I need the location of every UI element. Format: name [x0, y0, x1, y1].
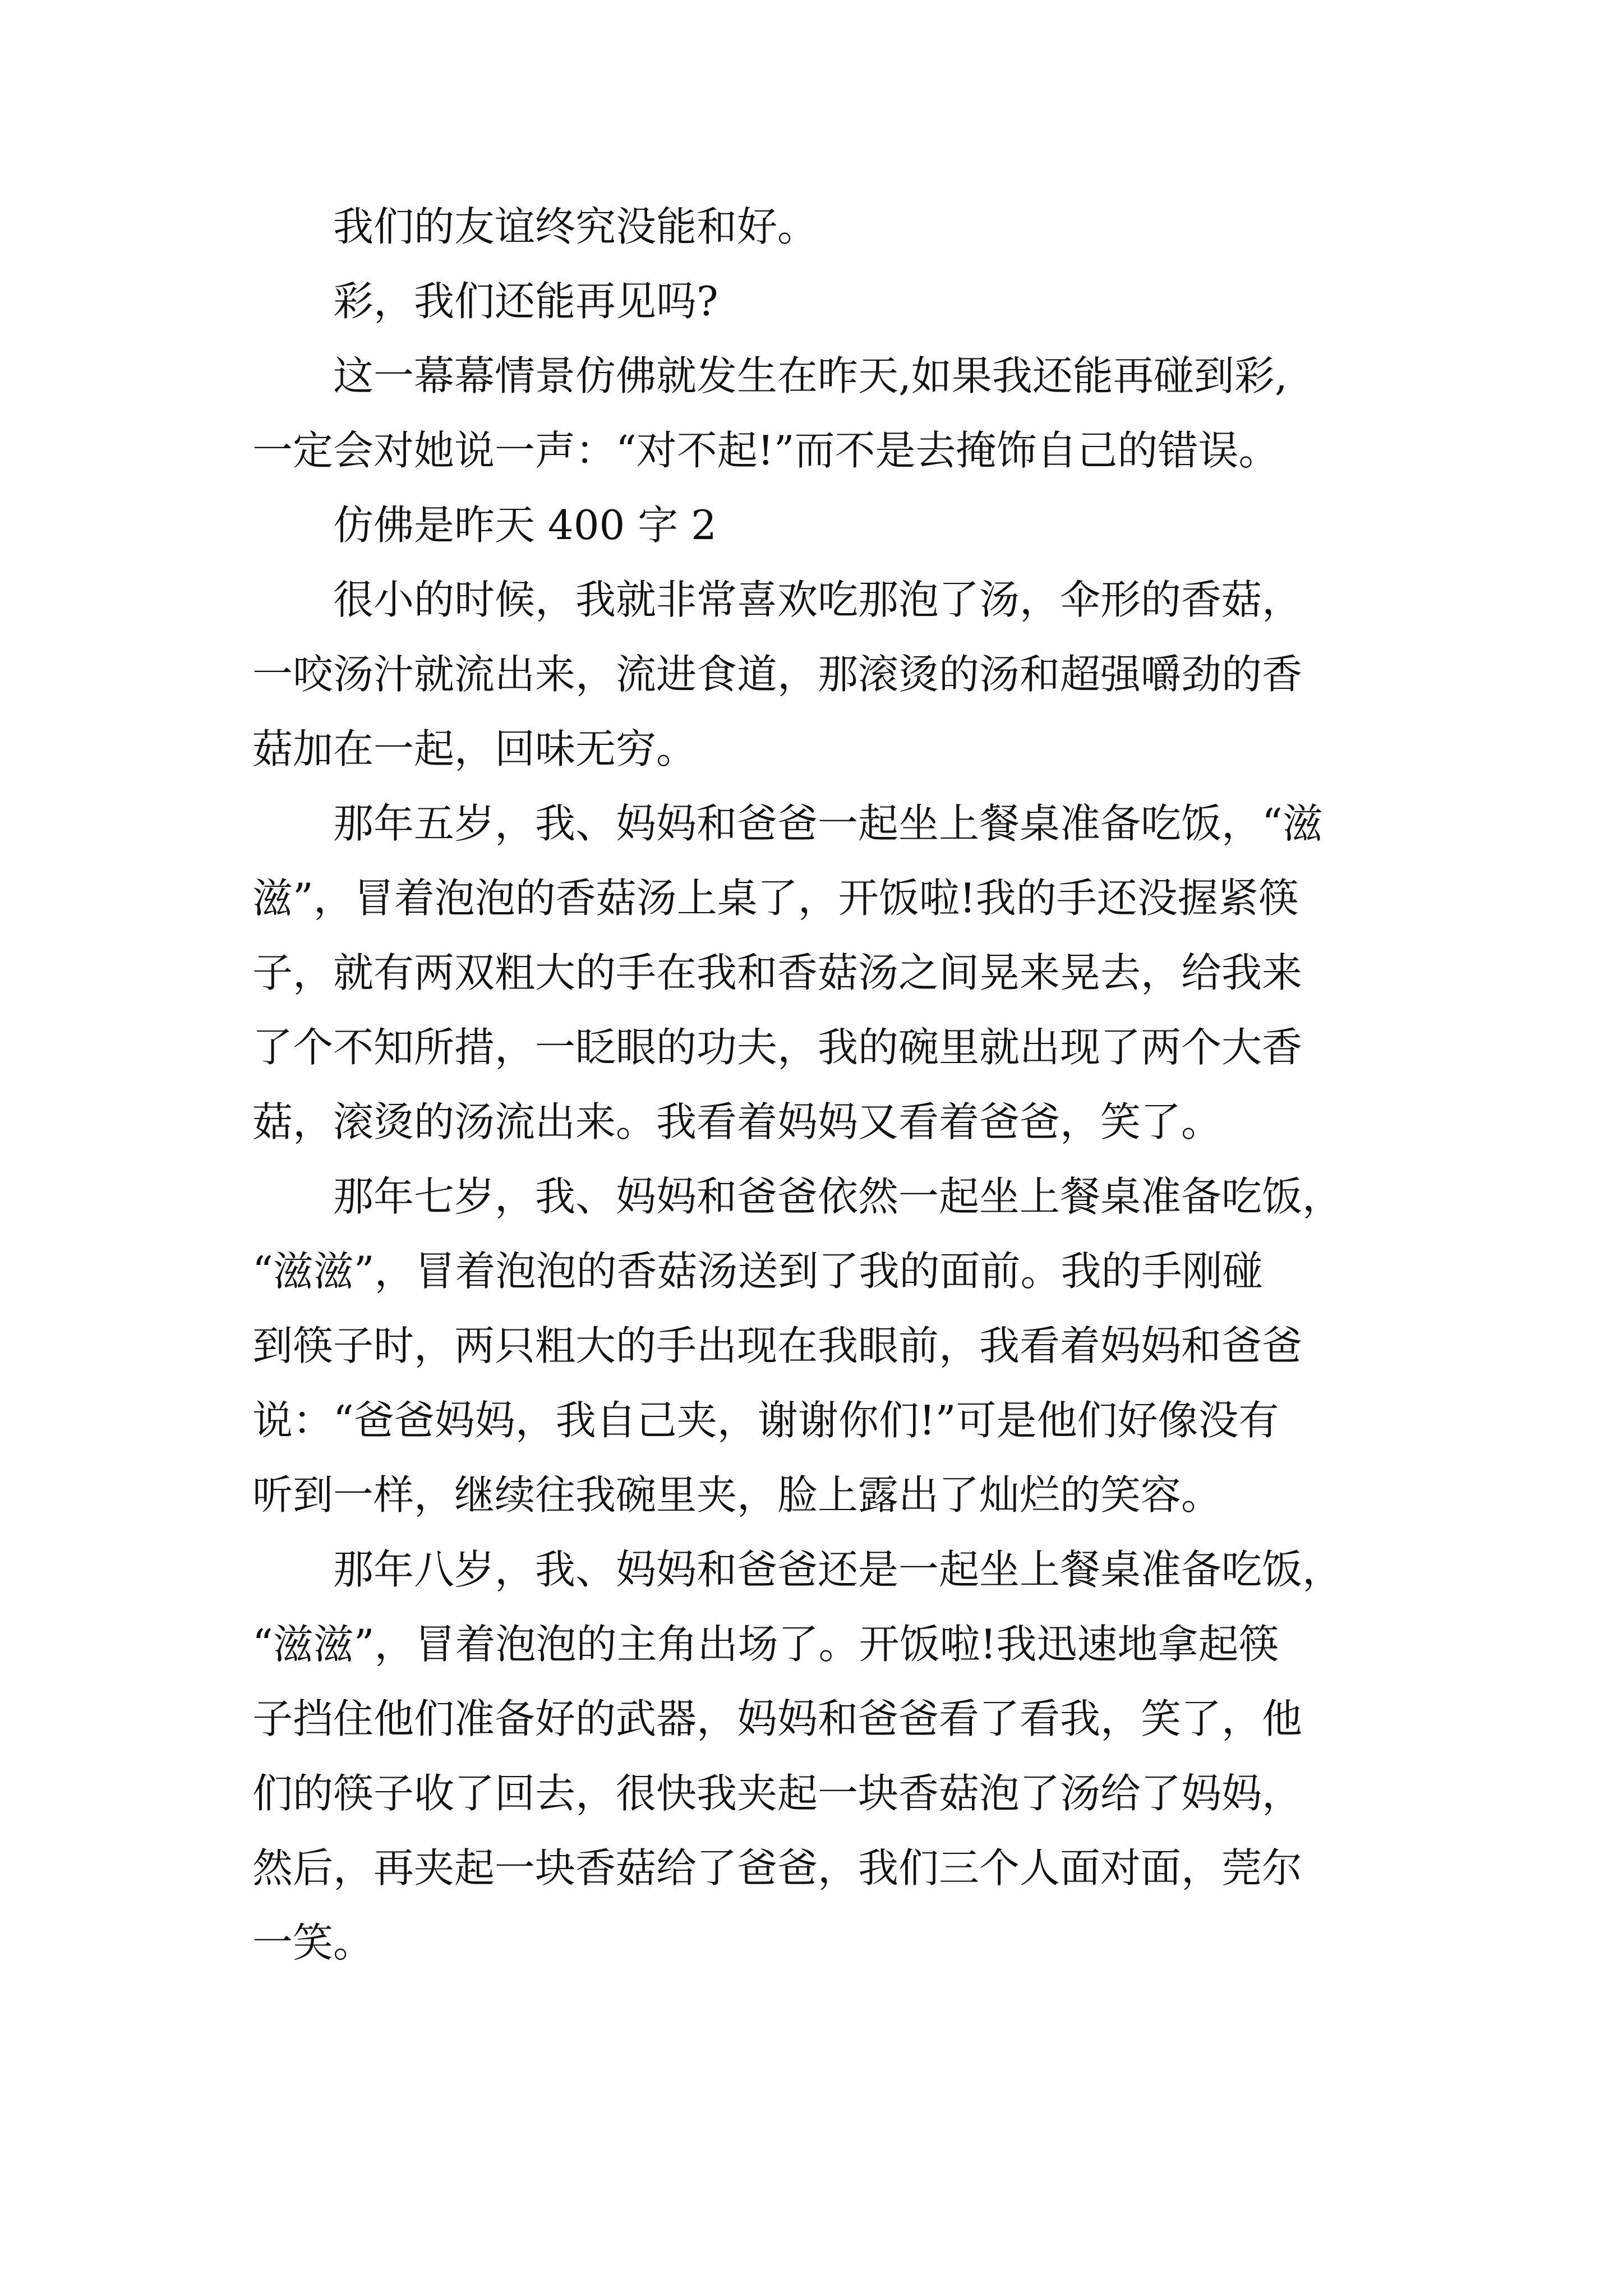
text-line: 一笑。	[252, 1919, 374, 1966]
text-line: 那年八岁，我、妈妈和爸爸还是一起坐上餐桌准备吃饭，	[333, 1546, 1343, 1593]
text-line: 很小的时候，我就非常喜欢吃那泡了汤，伞形的香菇，	[333, 576, 1303, 623]
text-line: “滋滋”，冒着泡泡的香菇汤送到了我的面前。我的手刚碰	[252, 1248, 1263, 1295]
paragraph-7	[252, 1159, 1436, 1533]
text-line: 这一幕幕情景仿佛就发生在昨天,如果我还能再碰到彩,	[333, 352, 1288, 399]
text-line: 说：“爸爸妈妈，我自己夹，谢谢你们!”可是他们好像没有	[252, 1397, 1279, 1444]
paragraph-6	[252, 786, 1436, 1159]
text-line: 菇，滚烫的汤流出来。我看着妈妈又看着爸爸，笑了。	[252, 1098, 1222, 1145]
text-line: 子挡住他们准备好的武器，妈妈和爸爸看了看我，笑了，他	[252, 1695, 1303, 1742]
text-line: 一咬汤汁就流出来，流进食道，那滚烫的汤和超强嚼劲的香	[252, 651, 1303, 698]
text-line: 了个不知所措，一眨眼的功夫，我的碗里就出现了两个大香	[252, 1024, 1303, 1071]
paragraph-8	[252, 1533, 1436, 1980]
text-line: 滋”，冒着泡泡的香菇汤上桌了，开饭啦!我的手还没握紧筷	[252, 875, 1299, 922]
text-line: 那年五岁，我、妈妈和爸爸一起坐上餐桌准备吃饭，“滋	[333, 800, 1323, 847]
text-line: 彩，我们还能再见吗?	[333, 278, 718, 325]
text-line: 一定会对她说一声：“对不起!”而不是去掩饰自己的错误。	[252, 427, 1279, 474]
document-body	[252, 190, 1436, 1980]
text-line: 到筷子时，两只粗大的手出现在我眼前，我看着妈妈和爸爸	[252, 1322, 1303, 1369]
text-line: 们的筷子收了回去，很快我夹起一块香菇泡了汤给了妈妈，	[252, 1770, 1303, 1817]
text-line: 子，就有两双粗大的手在我和香菇汤之间晃来晃去，给我来	[252, 949, 1303, 996]
section-heading	[252, 488, 1436, 563]
text-line: 我们的友谊终究没能和好。	[333, 203, 818, 250]
text-line: 听到一样，继续往我碗里夹，脸上露出了灿烂的笑容。	[252, 1471, 1222, 1519]
text-line: 那年七岁，我、妈妈和爸爸依然一起坐上餐桌准备吃饭，	[333, 1173, 1343, 1220]
text-line: 菇加在一起，回味无穷。	[252, 725, 697, 772]
paragraph-3	[252, 339, 1436, 488]
paragraph-1	[252, 190, 1436, 264]
text-line: 然后，再夹起一块香菇给了爸爸，我们三个人面对面，莞尔	[252, 1844, 1303, 1892]
heading-text: 仿佛是昨天 400 字 2	[333, 501, 717, 549]
text-line: “滋滋”，冒着泡泡的主角出场了。开饭啦!我迅速地拿起筷	[252, 1621, 1279, 1668]
paragraph-5	[252, 563, 1436, 786]
paragraph-2	[252, 264, 1436, 339]
